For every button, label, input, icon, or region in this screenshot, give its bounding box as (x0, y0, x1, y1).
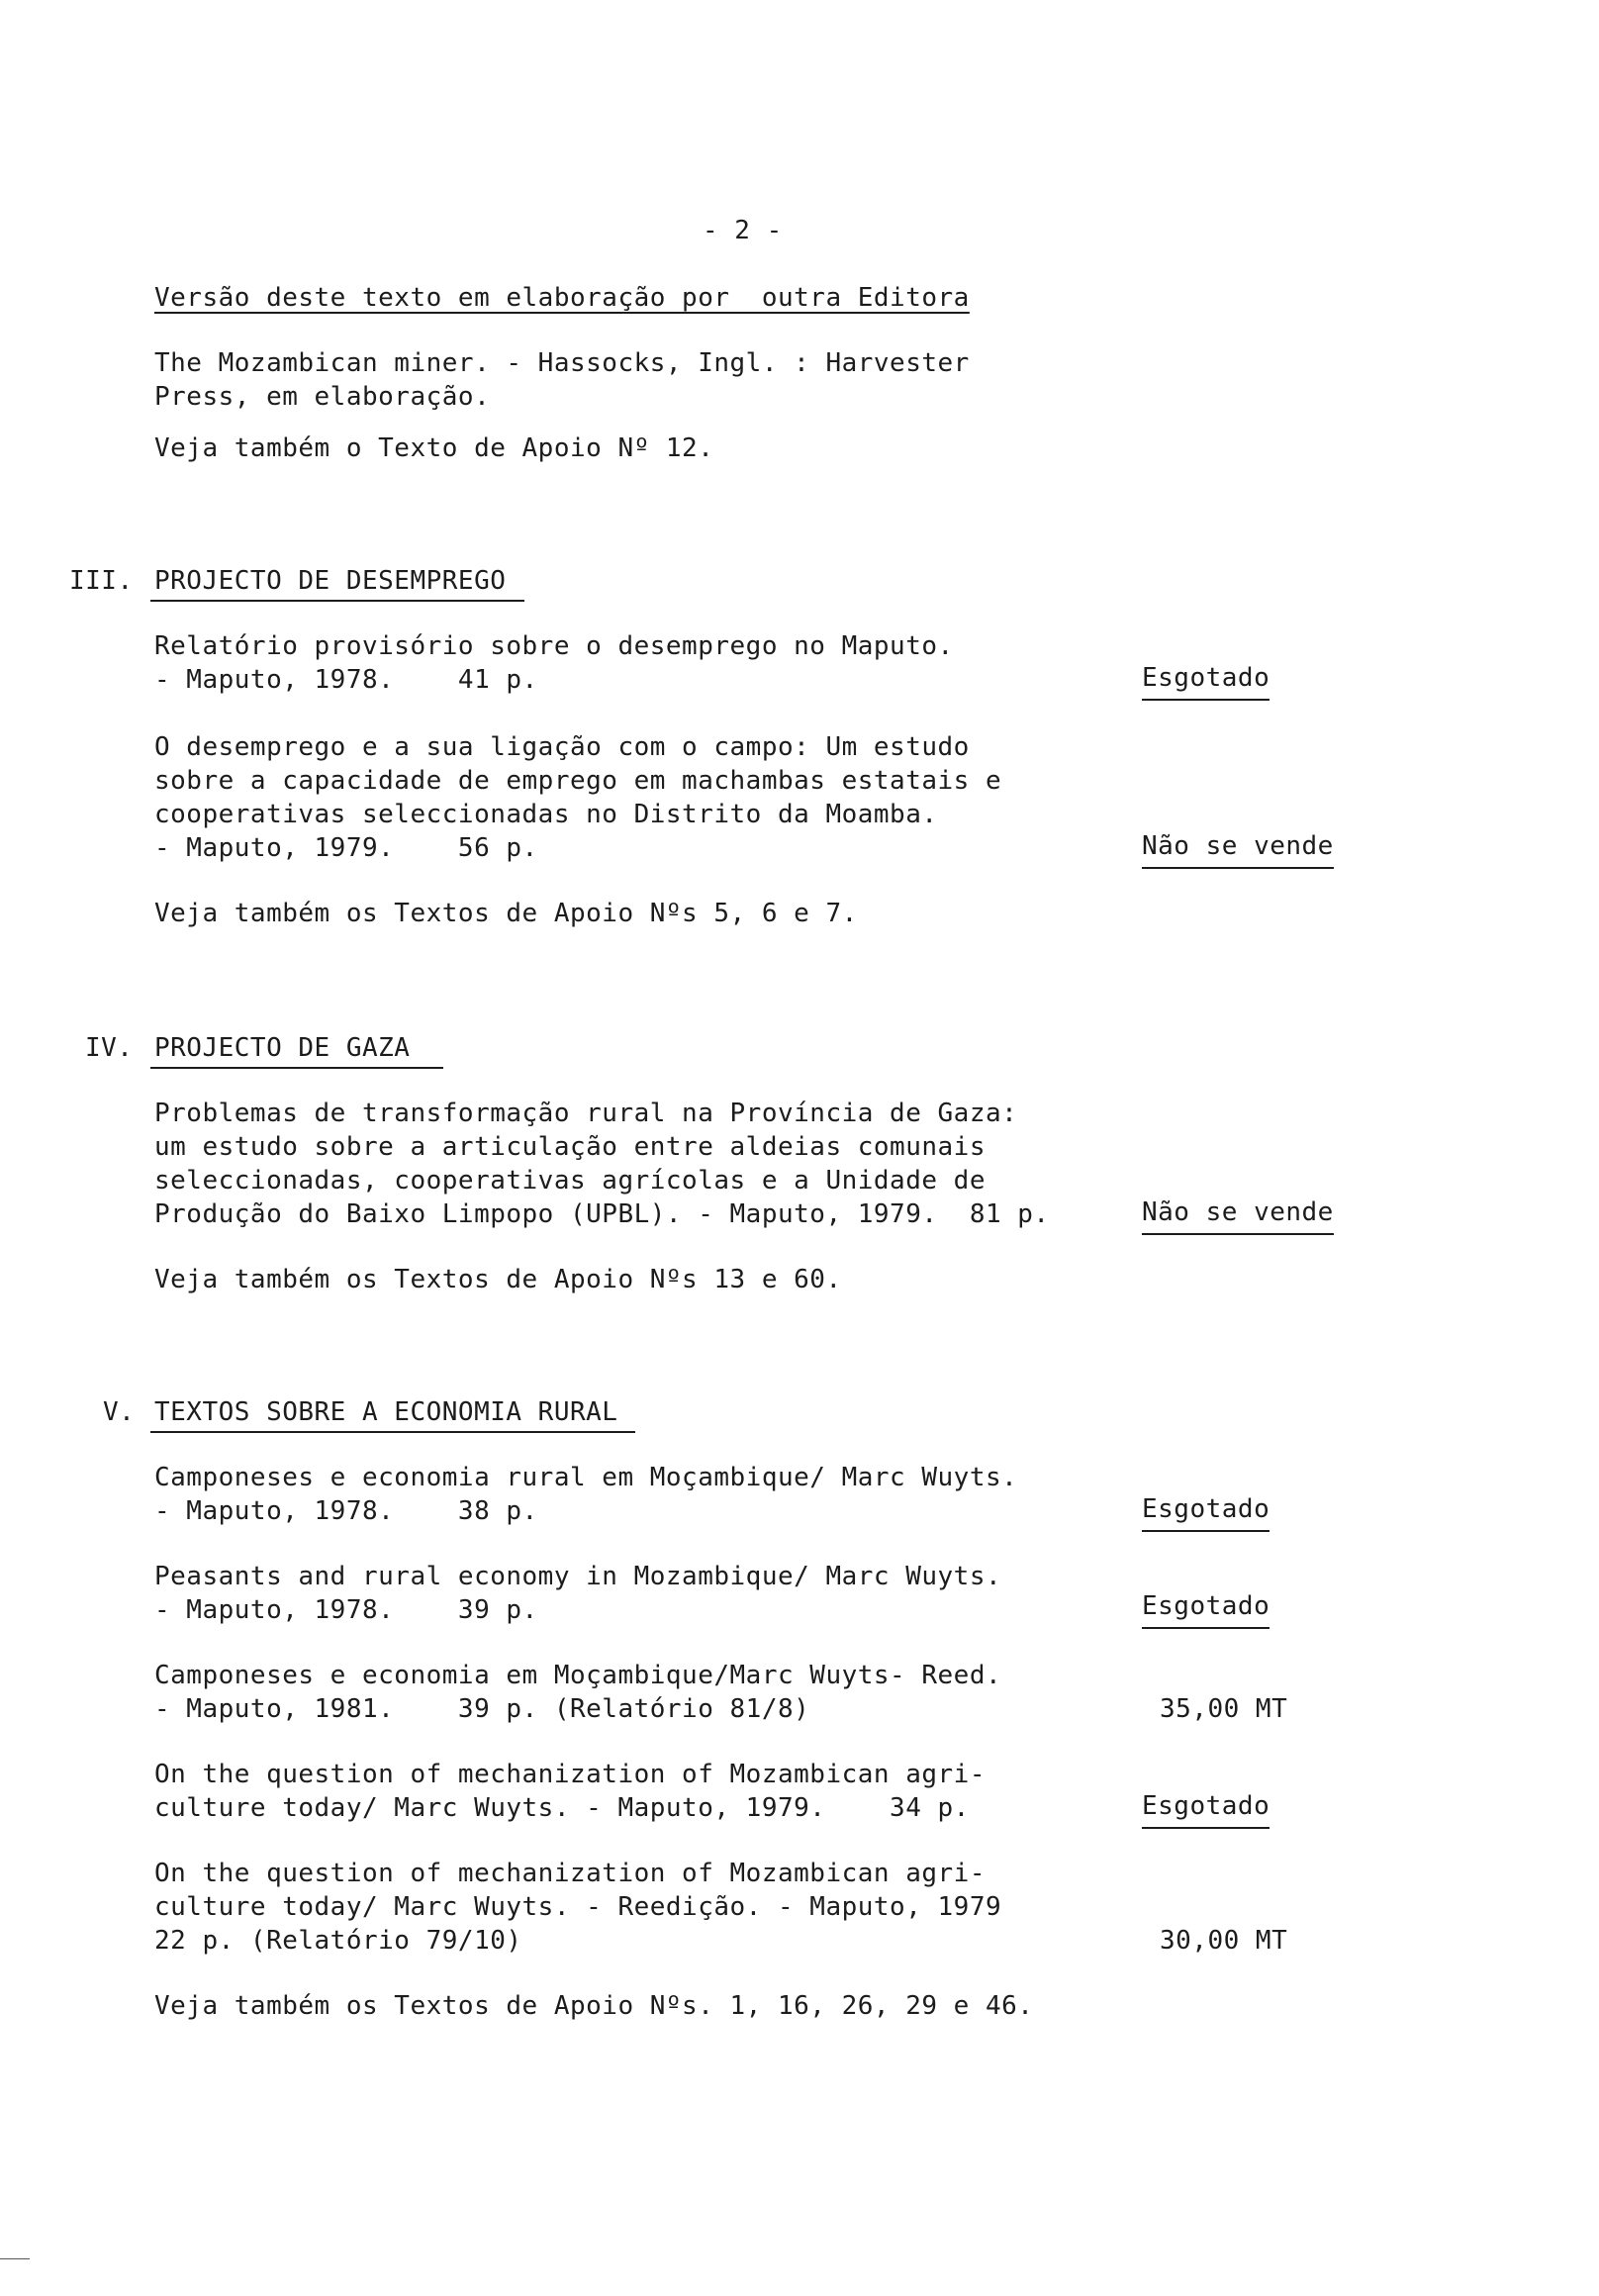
section-title-underline (150, 600, 524, 602)
section-title-underline (150, 1431, 635, 1433)
section-numeral: IV. (85, 1033, 134, 1063)
bibliography-entry (154, 730, 1001, 865)
entry-line: O desemprego e a sua ligação com o campo: Um estudo (154, 732, 970, 762)
entry-line: Problemas de transformação rural na Província de Gaza: (154, 1099, 1018, 1128)
availability-status: Não se vende (1142, 829, 1334, 869)
bibliography-entry (154, 1857, 1001, 1958)
entry-line: cooperativas seleccionadas no Distrito da Moamba. (154, 800, 938, 829)
see-also-note: Veja também os Textos de Apoio Nºs 13 e 60. (154, 1265, 842, 1294)
section-title: PROJECTO DE GAZA (154, 1033, 411, 1063)
entry-line: culture today/ Marc Wuyts. - Reedição. - Maputo, 1979 (154, 1892, 1002, 1922)
page-number: - 2 - (703, 216, 783, 245)
availability-status: Esgotado (1142, 1492, 1270, 1532)
section-numeral: V. (103, 1397, 136, 1427)
entry-line: - Maputo, 1978. 41 p. (154, 665, 538, 695)
entry-line: Camponeses e economia em Moçambique/Marc Wuyts- Reed. (154, 1661, 1002, 1690)
availability-status: Esgotado (1142, 661, 1270, 701)
intro-heading: Versão deste texto em elaboração por outra Editora (154, 283, 970, 313)
availability-status: Esgotado (1142, 1589, 1270, 1629)
entry-line: Produção do Baixo Limpopo (UPBL). - Maputo, 1979. 81 p. (154, 1199, 1050, 1229)
section-numeral: III. (69, 566, 134, 596)
bibliography-entry (154, 629, 954, 697)
price-label: 30,00 MT (1160, 1926, 1288, 1956)
entry-line: - Maputo, 1981. 39 p. (Relatório 81/8) (154, 1694, 810, 1724)
entry-line: Camponeses e economia rural em Moçambique/ Marc Wuyts. (154, 1463, 1018, 1492)
entry-line: Relatório provisório sobre o desemprego no Maputo. (154, 631, 954, 661)
entry-line: - Maputo, 1978. 38 p. (154, 1496, 538, 1526)
entry-line: Peasants and rural economy in Mozambique/ Marc Wuyts. (154, 1562, 1002, 1591)
entry-line: seleccionadas, cooperativas agrícolas e a Unidade de (154, 1166, 986, 1196)
scan-artifact-line (0, 2258, 30, 2259)
availability-status: Não se vende (1142, 1196, 1334, 1235)
bibliography-entry (154, 1461, 1017, 1528)
entry-line: um estudo sobre a articulação entre aldeias comunais (154, 1132, 986, 1162)
entry-line: - Maputo, 1979. 56 p. (154, 833, 538, 863)
bibliography-entry (154, 1758, 986, 1825)
entry-line: 22 p. (Relatório 79/10) (154, 1926, 522, 1956)
entry-line: Press, em elaboração. (154, 382, 491, 412)
entry-line: culture today/ Marc Wuyts. - Maputo, 1979. 34 p. (154, 1793, 970, 1823)
see-also-note: Veja também o Texto de Apoio Nº 12. (154, 433, 714, 463)
entry-line: The Mozambican miner. - Hassocks, Ingl. : Harvester (154, 348, 970, 378)
bibliography-entry (154, 1659, 1001, 1726)
entry-line: On the question of mechanization of Mozambican agri- (154, 1859, 986, 1888)
price-label: 35,00 MT (1160, 1694, 1288, 1724)
section-title-underline (150, 1067, 443, 1069)
entry-line: sobre a capacidade de emprego em machambas estatais e (154, 766, 1002, 796)
intro-entry (154, 346, 970, 414)
see-also-note: Veja também os Textos de Apoio Nºs. 1, 16, 26, 29 e 46. (154, 1991, 1034, 2021)
bibliography-entry (154, 1097, 1050, 1231)
entry-line: - Maputo, 1978. 39 p. (154, 1595, 538, 1625)
entry-line: On the question of mechanization of Mozambican agri- (154, 1760, 986, 1789)
bibliography-entry (154, 1560, 1001, 1627)
availability-status: Esgotado (1142, 1789, 1270, 1829)
see-also-note: Veja também os Textos de Apoio Nºs 5, 6 e 7. (154, 899, 858, 928)
section-title: PROJECTO DE DESEMPREGO (154, 566, 507, 596)
section-title: TEXTOS SOBRE A ECONOMIA RURAL (154, 1397, 618, 1427)
